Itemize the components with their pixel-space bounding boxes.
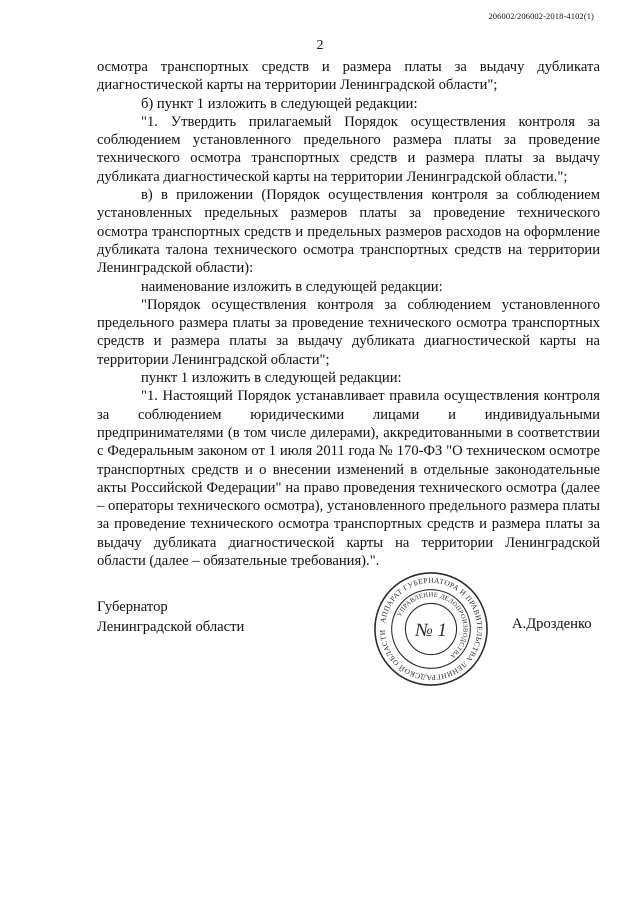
- paragraph-6: "Порядок осуществления контроля за соблюдением установленного предельного размера платы за проведение технического осмотра транспортных средств и размера платы за выдачу дубликата диагностической карты на территории Ленинградской области";: [97, 296, 600, 368]
- paragraph-1: осмотра транспортных средств и размера платы за выдачу дубликата диагностической карты на территории Ленинградской области";: [97, 59, 600, 94]
- signatory-name: А.Дрозденко: [512, 616, 592, 632]
- signatory-title-line1: Губернатор: [97, 599, 168, 615]
- signatory-title: [97, 597, 244, 637]
- stamp-ring-text: АППАРАТ ГУБЕРНАТОРА И ПРАВИТЕЛЬСТВА ЛЕНИНГРАДСКОЙ ОБЛАСТИ: [377, 575, 485, 683]
- paragraph-8: "1. Настоящий Порядок устанавливает правила осуществления контроля за соблюдением юридическими лицами и индивидуальными предпринимателями (в том числе дилерами), аккредитованными в соответствии с Федеральным законом от 1 июля 2011 года № 170-ФЗ "О техническом осмотре транспортных средств и о внесении изменений в отдельные законодательные акты Российской Федерации" на право проведения технического осмотра (далее – операторы технического осмотра), установленного предельного размера платы за проведение технического осмотра транспортных средств и размера платы за выдачу дубликата диагностической карты на территории Ленинградской области (далее – обязательные требования).".: [97, 388, 600, 570]
- paragraph-7: пункт 1 изложить в следующей редакции:: [141, 370, 402, 387]
- document-body: [97, 58, 600, 570]
- stamp-number: № 1: [415, 619, 447, 641]
- paragraph-3: "1. Утвердить прилагаемый Порядок осуществления контроля за соблюдением установленного предельного размера платы за проведение технического осмотра транспортных средств и размера платы за выдачу дубликата диагностической карты на территории Ленинградской области.";: [97, 113, 600, 185]
- paragraph-2: б) пункт 1 изложить в следующей редакции:: [141, 95, 418, 112]
- signatory-title-line2: Ленинградской области: [97, 619, 245, 635]
- stamp-inner-text: УПРАВЛЕНИЕ ДЕЛОПРОИЗВОДСТВА: [396, 591, 469, 660]
- paragraph-4: в) в приложении (Порядок осуществления контроля за соблюдением установленных предельных размеров платы за проведение технического осмотра транспортных средств и предельных размеров расходов на оформление дубликата талона технического осмотра транспортных средств на территории Ленинградской области):: [97, 187, 600, 277]
- document-number: 206002/206002-2018-4102(1): [488, 11, 594, 21]
- page-number: 2: [316, 38, 324, 53]
- paragraph-5: наименование изложить в следующей редакции:: [141, 278, 443, 295]
- official-stamp: [372, 570, 490, 688]
